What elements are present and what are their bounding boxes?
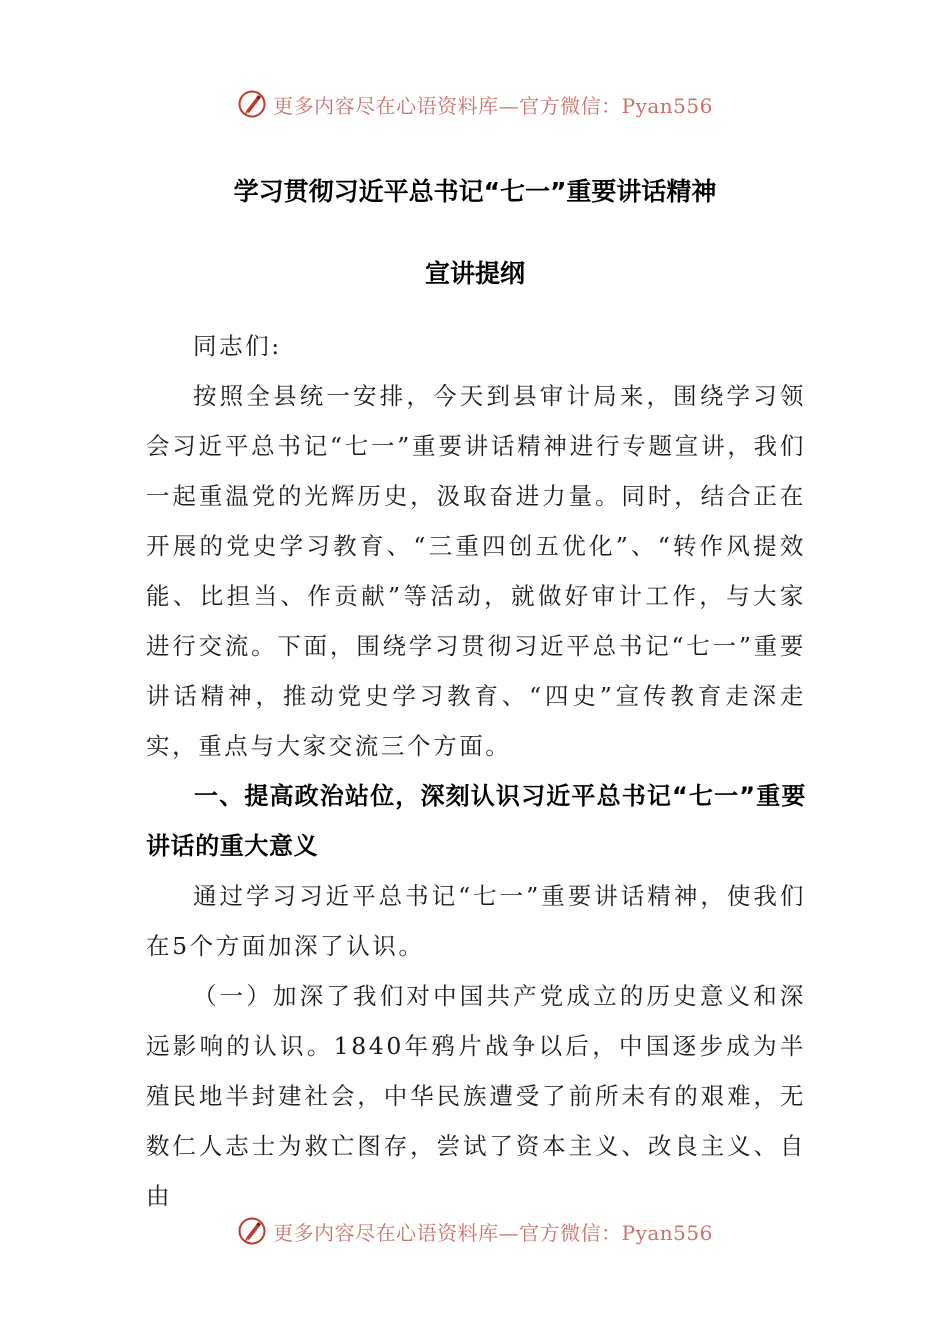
section-heading: 一、提高政治站位，深刻认识习近平总书记“七一”重要讲话的重大意义 <box>146 782 806 860</box>
header-banner <box>0 84 950 124</box>
banner-text: 更多内容尽在心语资料库—官方微信：Pyan556 <box>273 93 713 118</box>
document-title: 学习贯彻习近平总书记“七一”重要讲话精神 <box>233 177 717 206</box>
greeting: 同志们: <box>193 332 282 360</box>
paragraph: 通过学习习近平总书记“七一”重要讲话精神，使我们在5个方面加深了认识。 <box>146 882 806 960</box>
paragraph: 按照全县统一安排，今天到县审计局来，围绕学习领会习近平总书记“七一”重要讲话精神进行专题宣讲，我们一起重温党的光辉历史，汲取奋进力量。同时，结合正在开展的党史学习教育、“三重四创五优化”、“转作风提效能、比担当、作贡献”等活动，就做好审计工作，与大家进行交流。下面，围绕学习贯彻习近平总书记“七一”重要讲话精神，推动党史学习教育、“四史”宣传教育走深走实，重点与大家交流三个方面。 <box>146 382 806 760</box>
document-body <box>146 321 806 1221</box>
paragraph: （一）加深了我们对中国共产党成立的历史意义和深远影响的认识。1840年鸦片战争以后，中国逐步成为半殖民地半封建社会，中华民族遭受了前所未有的艰难，无数仁人志士为救亡图存，尝试了资本主义、改良主义、自由 <box>146 982 806 1210</box>
banner-text: 更多内容尽在心语资料库—官方微信：Pyan556 <box>273 1220 713 1245</box>
pen-nib-logo-icon <box>237 1216 267 1246</box>
document-subtitle: 宣讲提纲 <box>424 259 525 288</box>
footer-banner <box>0 1211 950 1251</box>
pen-nib-logo-icon <box>237 89 267 119</box>
